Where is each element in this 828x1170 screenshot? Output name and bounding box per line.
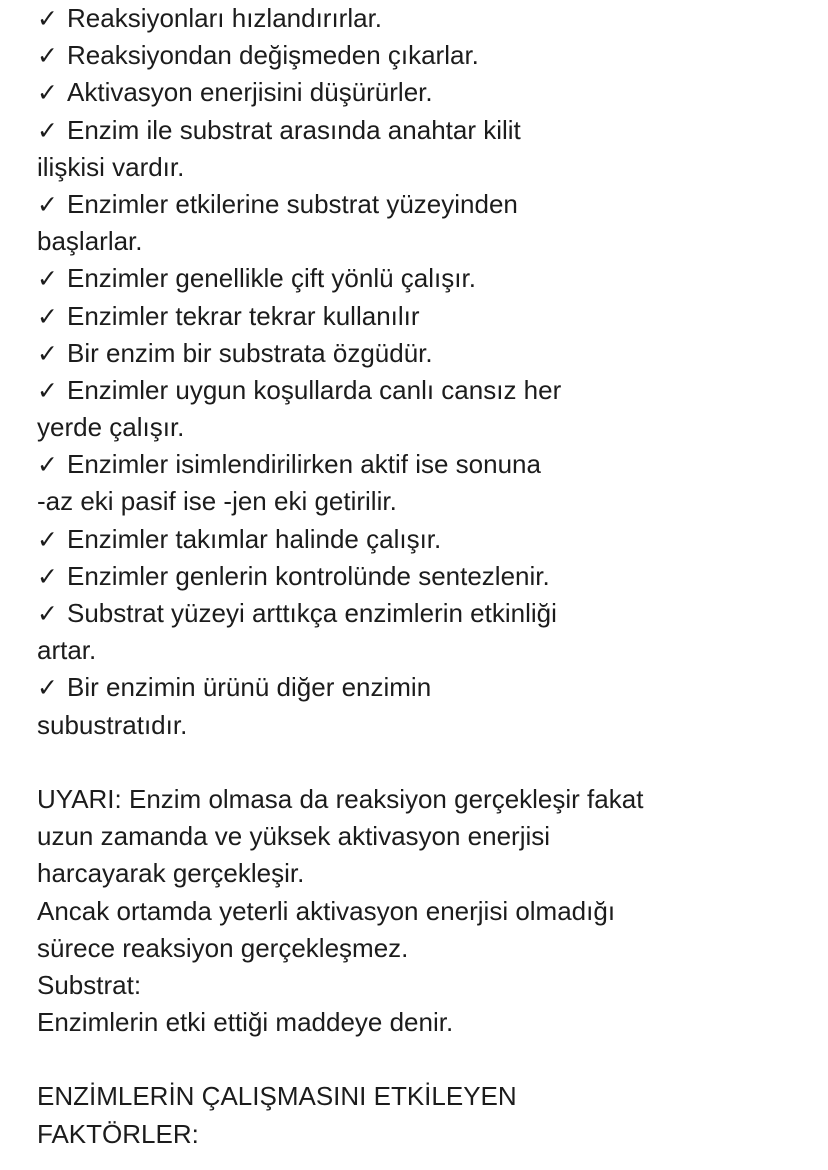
list-item: [37, 37, 817, 74]
text-span: Enzimler genellikle çift yönlü çalışır.: [67, 263, 476, 294]
list-item-continuation: [37, 483, 817, 520]
checkmark-icon: ✓: [37, 301, 58, 331]
text-span: başlarlar.: [37, 226, 143, 257]
checkmark-icon: ✓: [37, 561, 58, 591]
text-span: ilişkisi vardır.: [37, 151, 185, 182]
list-item-text: [37, 298, 817, 335]
list-item-text: [37, 0, 817, 37]
enzyme-properties-list: [37, 0, 817, 744]
text-span: Bir enzimin ürünü diğer enzimin: [67, 672, 432, 703]
checkmark-icon: ✓: [37, 41, 58, 71]
text-span: -az eki pasif ise -jen eki getirilir.: [37, 486, 397, 517]
list-item: [37, 446, 817, 520]
text-span: artar.: [37, 635, 97, 666]
list-item-text: [37, 558, 817, 595]
text-span: Reaksiyonları hızlandırırlar.: [67, 3, 383, 33]
list-item-continuation: [37, 707, 817, 744]
checkmark-icon: ✓: [37, 115, 58, 145]
list-item-text: [37, 372, 817, 409]
text-span: Enzimler isimlendirilirken aktif ise sonuna: [67, 449, 541, 480]
list-item: [37, 298, 817, 335]
text-span: Bir enzim bir substrata özgüdür.: [67, 337, 433, 368]
list-item-continuation: [37, 632, 817, 669]
list-item: [37, 0, 817, 37]
checkmark-icon: ✓: [37, 524, 58, 554]
warning-line: UYARI: Enzim olmasa da reaksiyon gerçekleşir fakat: [37, 783, 644, 814]
list-item-text: [37, 669, 817, 706]
list-item: [37, 335, 817, 372]
list-item: [37, 186, 817, 260]
warning-line: harcayarak gerçekleşir.: [37, 858, 305, 889]
text-span: Enzim ile substrat arasında anahtar kilit: [67, 114, 521, 145]
list-item: [37, 112, 817, 186]
list-item: [37, 595, 817, 669]
checkmark-icon: ✓: [37, 338, 58, 368]
checkmark-icon: ✓: [37, 673, 58, 703]
heading-line: ENZİMLERİN ÇALIŞMASINI ETKİLEYEN: [37, 1081, 517, 1112]
heading-line: FAKTÖRLER:: [37, 1118, 199, 1149]
list-item-text: [37, 521, 817, 558]
list-item-text: [37, 595, 817, 632]
spacer: [37, 744, 817, 781]
list-item-continuation: [37, 223, 817, 260]
text-span: Aktivasyon enerjisini düşürürler.: [67, 77, 433, 108]
list-item-text: [37, 74, 817, 111]
checkmark-icon: ✓: [37, 599, 58, 628]
checkmark-icon: ✓: [37, 375, 58, 405]
list-item-text: [37, 335, 817, 372]
checkmark-icon: ✓: [37, 264, 58, 294]
checkmark-icon: ✓: [37, 189, 58, 219]
list-item: [37, 372, 817, 446]
text-span: Enzimler takımlar halinde çalışır.: [67, 523, 442, 554]
list-item: [37, 521, 817, 558]
list-item-text: [37, 446, 817, 483]
list-item: [37, 558, 817, 595]
warning-line: uzun zamanda ve yüksek aktivasyon enerjisi: [37, 821, 551, 852]
warning-line: Substrat:: [37, 969, 142, 1000]
list-item-text: [37, 186, 817, 223]
warning-line: sürece reaksiyon gerçekleşmez.: [37, 932, 409, 963]
text-span: Substrat yüzeyi arttıkça enzimlerin etkinliği: [67, 598, 557, 628]
list-item: [37, 669, 817, 743]
list-item-continuation: [37, 409, 817, 446]
list-item-text: [37, 260, 817, 297]
spacer: [37, 1041, 817, 1078]
text-span: subustratıdır.: [37, 709, 188, 740]
list-item: [37, 74, 817, 111]
list-item-text: [37, 112, 817, 149]
text-span: yerde çalışır.: [37, 412, 185, 443]
list-item-continuation: [37, 149, 817, 186]
text-span: Enzimler uygun koşullarda canlı cansız her: [67, 374, 562, 405]
checkmark-icon: ✓: [37, 450, 58, 480]
list-item: [37, 260, 817, 297]
checkmark-icon: ✓: [37, 4, 58, 33]
warning-line: Enzimlerin etki ettiği maddeye denir.: [37, 1007, 454, 1038]
text-span: Enzimler genlerin kontrolünde sentezlenir.: [67, 560, 550, 591]
checkmark-icon: ✓: [37, 78, 58, 108]
text-span: Enzimler tekrar tekrar kullanılır: [67, 300, 420, 331]
document-body: [37, 0, 817, 1153]
section-heading: [37, 1078, 817, 1152]
text-span: Reaksiyondan değişmeden çıkarlar.: [67, 40, 479, 71]
warning-note: [37, 781, 817, 1041]
text-span: Enzimler etkilerine substrat yüzeyinden: [67, 188, 518, 219]
list-item-text: [37, 37, 817, 74]
warning-line: Ancak ortamda yeterli aktivasyon enerjisi olmadığı: [37, 895, 616, 926]
